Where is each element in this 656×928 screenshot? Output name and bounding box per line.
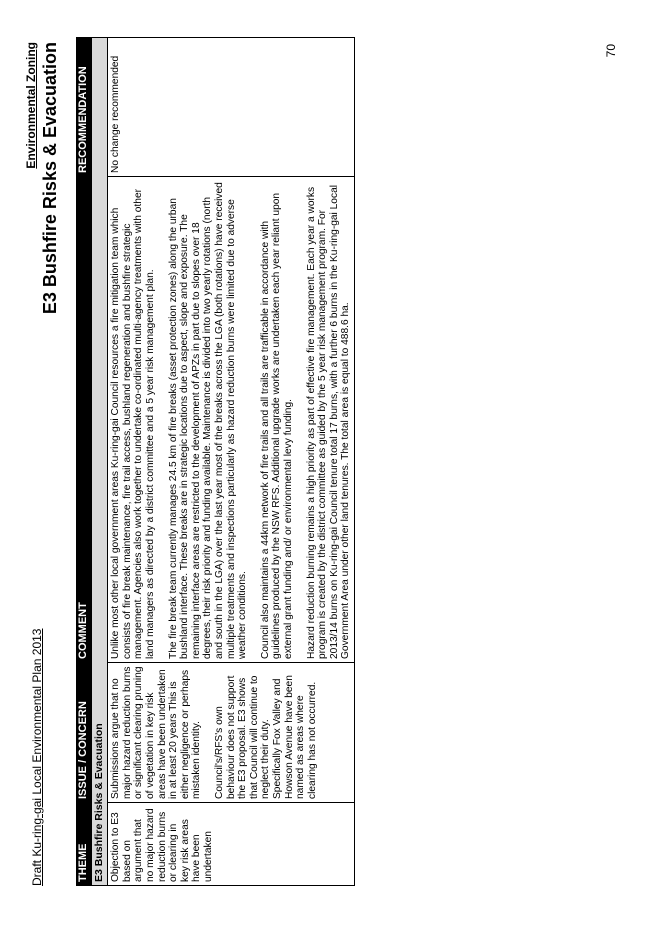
issue-paragraph: Submissions argue that no major hazard reduction burns or significant clearing pruning of vegetation in key risk areas have been undertaken in at least 20 years This is either negligence or perhaps mistaken identity. — [110, 666, 203, 799]
page-number: 70 — [604, 44, 618, 58]
table-header-row — [77, 38, 92, 886]
comment-cell — [108, 177, 355, 663]
document-title: Draft Ku-ring-gai Local Environmental Plan 2013 — [30, 628, 44, 886]
table-row — [108, 38, 355, 886]
column-header-theme: THEME — [77, 803, 92, 886]
section-header — [24, 42, 61, 314]
comment-paragraph: Council also maintains a 44km network of fire trails and all trails are trafficable in accordance with guidelines produced by the NSW RFS. Additional upgrade works are undertaken each year reliant upon external grant funding and/ or environmental levy funding. — [259, 192, 294, 659]
recommendation-cell: No change recommended — [108, 38, 355, 177]
section-row-label: E3 Bushfire Risks & Evacuation — [91, 38, 108, 886]
section-label: Environmental Zoning — [24, 42, 38, 169]
table-section-row — [91, 38, 108, 886]
submissions-table — [76, 37, 355, 886]
section-title: E3 Bushfire Risks & Evacuation — [40, 42, 60, 315]
issue-paragraph: Council's/RFS's own behaviour does not support the E3 proposal. E3 shows that Council will continue to neglect their duty. Specifically Fox Valley and Howson Avenue have been named as areas where clearing has not occurred. — [213, 675, 318, 799]
column-header-issue: ISSUE / CONCERN — [77, 663, 92, 803]
column-header-recommendation: RECOMMENDATION — [77, 38, 92, 177]
column-header-comment: COMMENT — [77, 177, 92, 663]
issue-cell — [108, 663, 355, 803]
comment-paragraph: Unlike most other local government areas Ku-ring-gai Council resources a fire mitigation team which consists of fire break maintenance, fire trail access, bushland regeneration and bushfire strategic management. Agencies also work together to undertake co-ordinated multi-agency treatments with other land managers as directed by a district committee and a 5 year risk management plan. — [110, 188, 156, 659]
comment-paragraph: Hazard reduction burning remains a high priority as part of effective fire management. Each year a works program is created by the district committee as guided by the 5 year risk management program. For 2013/14 burns on Ku-ring-gai Council tenure total 17 burns, with a further 6 burns in the Ku-ring-gai Local Government Area under other land tenures. The total area is equal to 488.6 ha. — [305, 185, 352, 659]
comment-paragraph: The fire break team currently manages 24.5 km of fire breaks (asset protection zones) along the urban bushland interface. These breaks are in strategic locations due to aspect, slope and exposure. The remaining interface areas are restricted to the development of APZs in part due to slopes over 18 degrees, their risk priority and funding available. Maintenance is divided into two yearly rotations (north and south in the LGA) over the last year most of the breaks across the LGA (both rotations) have received multiple treatments and inspections particularly as hazard reduction burns were limited due to adverse weather conditions. — [167, 182, 249, 659]
theme-cell: Objection to E3 based on argument that no major hazard reduction burns or clearing in key risk areas have been undertaken — [108, 803, 355, 886]
